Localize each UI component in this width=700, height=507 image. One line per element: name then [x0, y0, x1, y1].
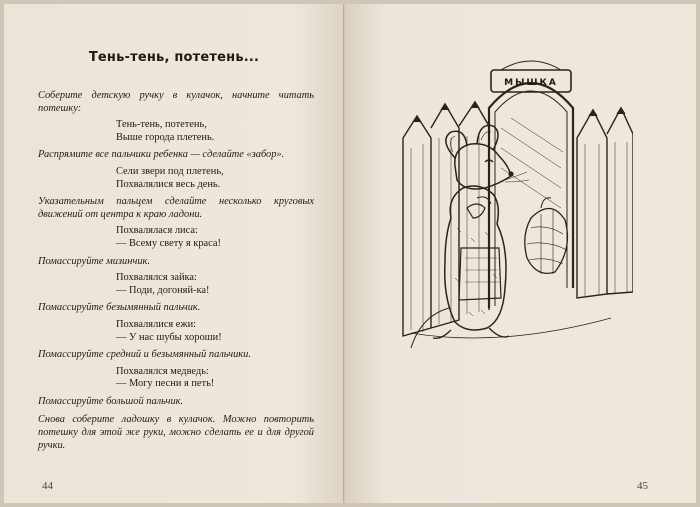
left-page: [4, 4, 344, 503]
page-number-left: 44: [42, 480, 53, 492]
verse-line: — Поди, догоняй-ка!: [116, 284, 210, 296]
verse-block: [38, 319, 314, 344]
verse-line: Похвалялися весь день.: [116, 178, 221, 190]
verse-block: [38, 366, 314, 391]
verse-line: Похвалялся медведь:: [116, 365, 209, 377]
page-title: Тень-тень, потетень...: [88, 50, 260, 65]
verse-line: Похвалялася лиса:: [116, 225, 198, 237]
verse-block: [38, 166, 314, 191]
instruction-text: Помассируйте большой пальчик.: [38, 395, 184, 407]
instruction-text: Помассируйте средний и безымянный пальчики.: [38, 349, 251, 361]
mouse-illustration: [381, 48, 633, 348]
illustration-svg: [381, 48, 633, 348]
instruction-text: Указательным пальцем сделайте несколько круговых движений от центра к краю ладони.: [38, 196, 314, 220]
instruction-text: Соберите детскую ручку в кулачок, начните читать потешку:: [38, 90, 314, 114]
verse-line: Тень-тень, потетень,: [116, 119, 207, 131]
instruction-text: Помассируйте мизинчик.: [38, 255, 150, 267]
verse-line: Похвалялся зайка:: [116, 272, 197, 284]
verse-block: [38, 272, 314, 297]
verse-block: [38, 119, 314, 144]
page-number-right: 45: [637, 480, 648, 492]
instruction-text: Снова соберите ладошку в кулачок. Можно повторить потешку для этой же руки, можно сделать ее и для другой ручки.: [38, 414, 314, 451]
illustration-sign-text: МЫШКА: [504, 78, 558, 88]
instruction-text: Помассируйте безымянный пальчик.: [38, 302, 201, 314]
verse-line: — Всему свету я краса!: [116, 237, 221, 249]
rhyme-text: [38, 90, 314, 452]
verse-line: Выше города плетень.: [116, 131, 215, 143]
verse-line: — Могу песни я петь!: [116, 378, 215, 390]
right-page: [345, 4, 696, 503]
verse-block: [38, 225, 314, 250]
verse-line: Похвалялися ежи:: [116, 318, 197, 330]
verse-line: Сели звери под плетень,: [116, 165, 224, 177]
verse-line: — У нас шубы хороши!: [116, 331, 222, 343]
instruction-text: Распрямите все пальчики ребенка — сделайте «забор».: [38, 149, 285, 161]
